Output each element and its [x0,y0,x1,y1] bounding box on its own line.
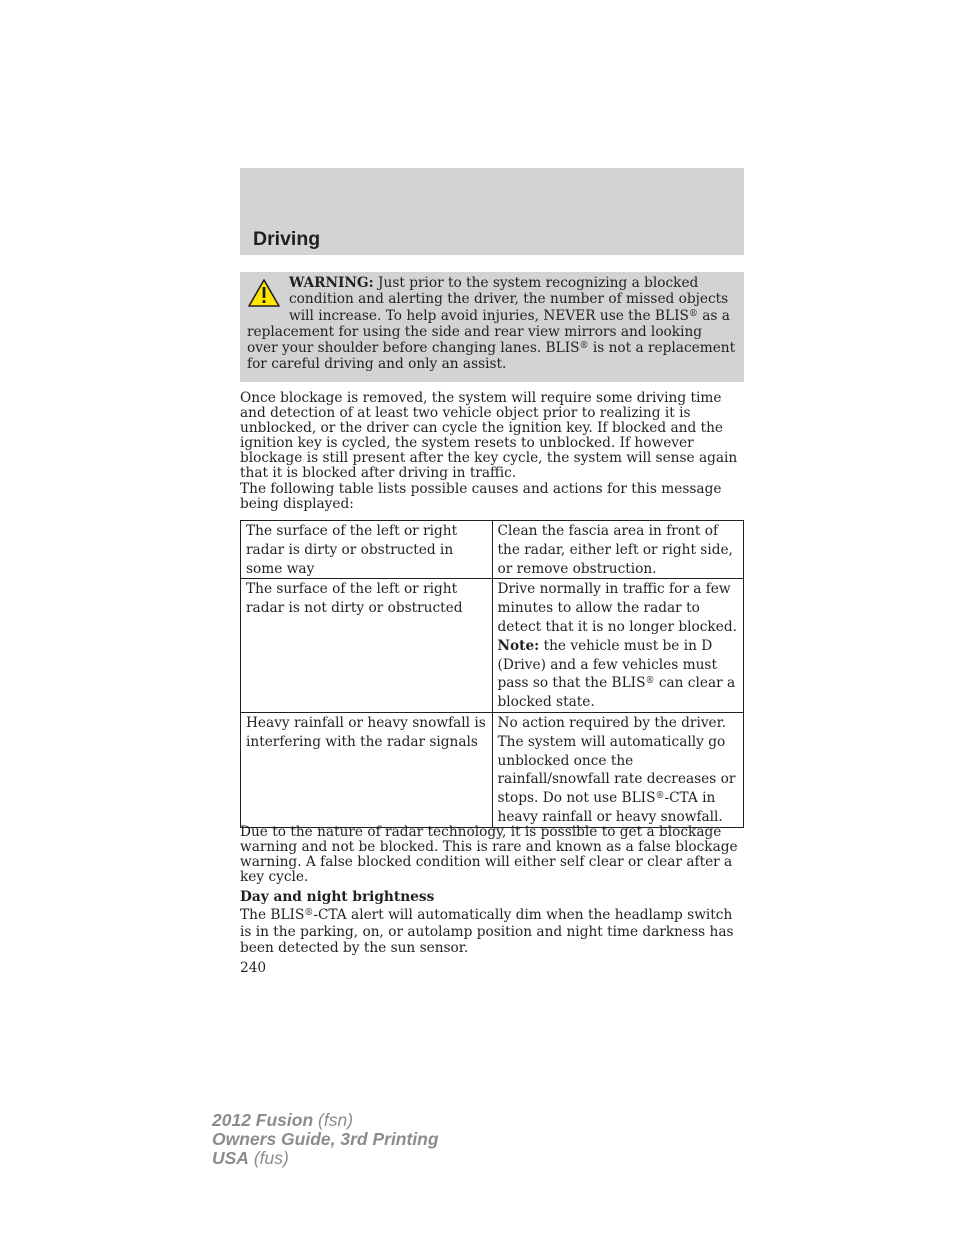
warning-text: as a replacement for using the side and rear view mirrors and looking over your shoulder before changing lanes. BLIS [247,307,730,357]
causes-actions-table [240,520,744,828]
brightness-text: -CTA alert will automatically dim when the headlamp switch is in the parking, on, or autolamp position and night time darkness has been detected by the sun sensor. [240,907,734,957]
table-row [241,712,744,827]
table-cell-action [492,712,744,827]
footer-guide-edition: Owners Guide, 3rd Printing [212,1129,439,1149]
registered-mark: ® [655,791,665,802]
warning-label: WARNING: [289,275,374,291]
table-cell-action [492,579,744,713]
action-text: can clear a blocked state. [497,675,736,711]
paragraph-brightness [240,907,744,957]
footer-market-code: (fus) [248,1148,289,1168]
table-row [241,579,744,713]
action-text: No action required by the driver. The system will automatically go unblocked once the rainfall/snowfall rate decreases or stops. Do not use BLIS [497,714,736,807]
table-row [241,521,744,579]
paragraph-false-blockage: Due to the nature of radar technology, it is possible to get a blockage warning and not be blocked. This is rare and known as a false blockage warning. A false blocked condition will either self clear or clear after a key cycle. [240,824,738,886]
table-cell-action: Clean the fascia area in front of the radar, either left or right side, or remove obstruction. [492,521,744,579]
registered-mark: ® [645,676,655,687]
section-header-bar [240,168,744,255]
brightness-text: The BLIS [240,907,305,923]
footer-line-3 [212,1149,439,1168]
table-cell-cause: The surface of the left or right radar is dirty or obstructed in some way [241,521,493,579]
footer-model: 2012 Fusion [212,1110,314,1130]
footer-market: USA [212,1148,249,1168]
note-label: Note: [497,637,540,654]
warning-text: Just prior to the system recognizing a blocked condition and alerting the driver, the number of missed objects will increase. To help avoid injuries, NEVER use the BLIS [289,275,729,324]
section-title: Driving [253,228,321,250]
paragraph-table-intro: The following table lists possible causes and actions for this message being displayed: [240,481,722,513]
action-text: the vehicle must be in D (Drive) and a few vehicles must pass so that the BLIS [497,637,717,692]
paragraph-blockage-removed: Once blockage is removed, the system will require some driving time and detection of at least two vehicle object prior to realizing it is unblocked, or the driver can cycle the ignition key. If blocked and the ignition key is cycled, the system resets to unblocked. If however blockage is still present after the key cycle, the system will sense again that it is blocked after driving in traffic. [240,390,738,482]
table-cell-cause: Heavy rainfall or heavy snowfall is interfering with the radar signals [241,712,493,827]
footer-publication-info [212,1111,439,1168]
footer-line-2 [212,1130,439,1149]
registered-mark: ® [304,908,314,918]
warning-text: is not a replacement for careful driving and only an assist. [247,340,736,373]
action-text: Drive normally in traffic for a few minutes to allow the radar to detect that it is no longer blocked. [497,581,737,635]
action-text: -CTA in heavy rainfall or heavy snowfall. [497,790,723,825]
registered-mark: ® [688,308,698,319]
registered-mark: ® [579,341,589,352]
table-cell-cause: The surface of the left or right radar is not dirty or obstructed [241,579,493,713]
page-number: 240 [240,960,267,976]
warning-box [240,272,744,382]
footer-line-1 [212,1111,439,1130]
footer-model-code: (fsn) [313,1110,354,1130]
subheading-day-night-brightness: Day and night brightness [240,889,435,905]
warning-triangle-icon [247,278,281,308]
